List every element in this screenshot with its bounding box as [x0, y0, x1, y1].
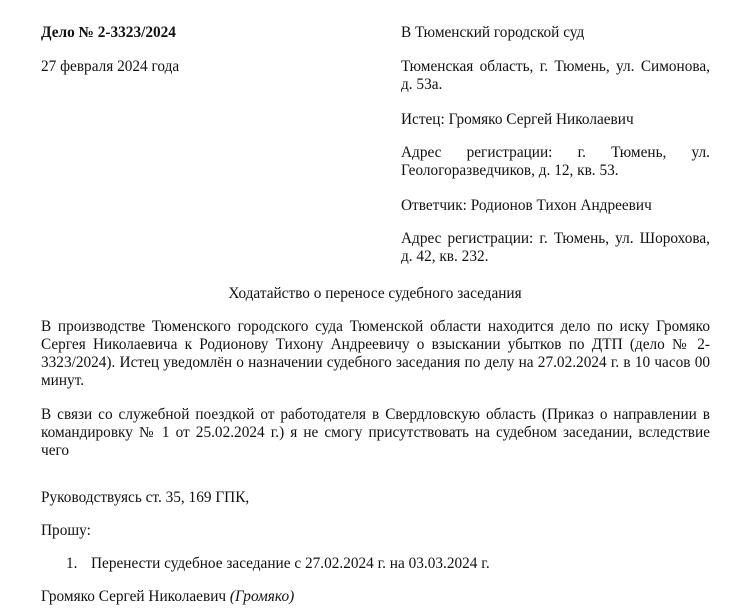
body-paragraph-3	[41, 489, 710, 507]
paragraph-text: Прошу:	[41, 522, 91, 539]
case-number: Дело № 2-3323/2024	[41, 24, 176, 41]
paragraph-text: В производстве Тюменского городского суда Тюменской области находится дело по иску Громяко Сергея Николаевича к Родионову Тихону Андреевичу о взыскании убытков по ДТП (дело № 2-3323/2024). Истец уведомлён о назначении судебного заседания по делу на 27.02.2024 г. в 10 часов 00 минут.	[41, 318, 710, 389]
request-heading	[41, 522, 710, 540]
signature-line	[41, 588, 294, 606]
plaintiff-name: Истец: Громяко Сергей Николаевич	[401, 111, 634, 128]
list-text: Перенести судебное заседание с 27.02.2024 г. на 03.03.2024 г.	[91, 555, 490, 572]
defendant-address: Адрес регистрации: г. Тюмень, ул. Шорохова, д. 42, кв. 232.	[401, 230, 710, 265]
defendant-name: Ответчик: Родионов Тихон Андреевич	[401, 197, 652, 214]
request-list-item	[66, 555, 490, 573]
signatory-name: Громяко Сергей Николаевич	[41, 588, 227, 605]
plaintiff-address-block	[401, 144, 710, 180]
court-address-block	[401, 58, 710, 94]
body-paragraph-2	[41, 406, 710, 460]
addressee-block	[401, 24, 710, 42]
document-date: 27 февраля 2024 года	[41, 58, 180, 75]
plaintiff-block	[401, 111, 710, 129]
body-paragraph-1	[41, 318, 710, 390]
document-title: Ходатайство о переносе судебного заседания	[228, 285, 522, 302]
defendant-address-block	[401, 230, 710, 266]
defendant-block	[401, 197, 710, 215]
court-name: В Тюменский городской суд	[401, 24, 585, 41]
paragraph-text: В связи со служебной поездкой от работодателя в Свердловскую область (Приказ о направлении в командировку № 1 от 25.02.2024 г.) я не смогу присутствовать на судебном заседании, вследствие чего	[41, 406, 710, 459]
court-address: Тюменская область, г. Тюмень, ул. Симонова, д. 53а.	[401, 58, 710, 93]
list-number: 1.	[66, 555, 78, 572]
plaintiff-address: Адрес регистрации: г. Тюмень, ул. Геологоразведчиков, д. 12, кв. 53.	[401, 144, 710, 179]
paragraph-text: Руководствуясь ст. 35, 169 ГПК,	[41, 489, 250, 506]
signature: (Громяко)	[229, 588, 295, 605]
